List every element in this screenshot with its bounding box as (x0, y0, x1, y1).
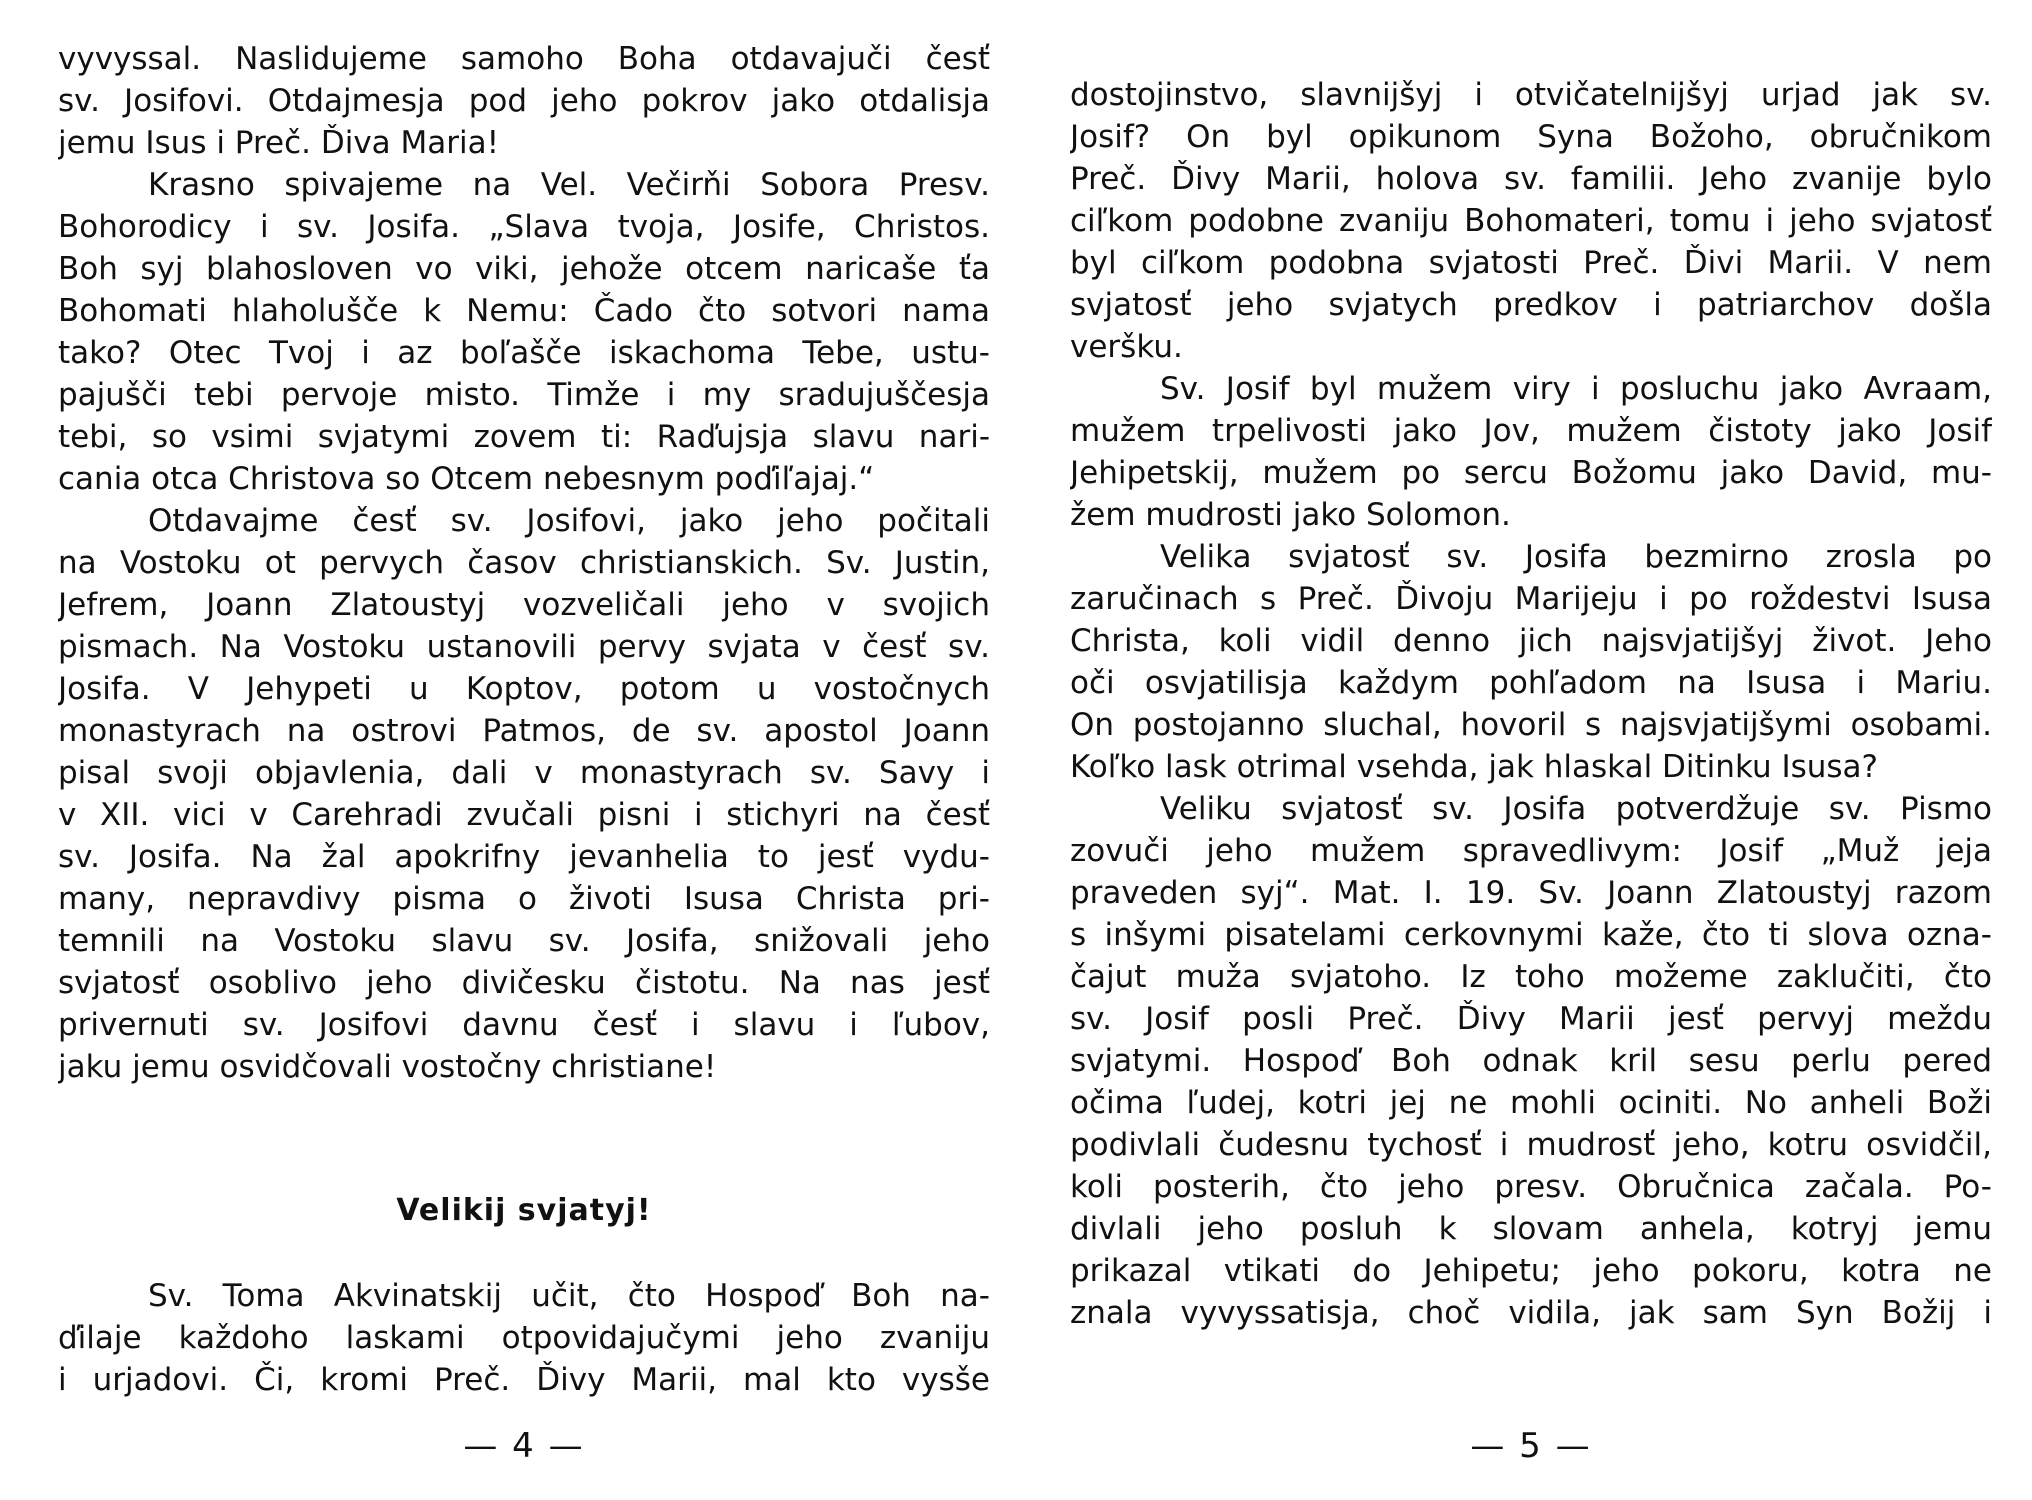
text-line: many, nepravdivy pisma o životi Isusa Christa pri- (58, 881, 990, 917)
text-line: Josifa. V Jehypeti u Koptov, potom u vostočnych (58, 671, 990, 707)
left-page (58, 0, 990, 1500)
text-line: tebi, so vsimi svjatymi zovem ti: Raďujsja slavu nari- (58, 419, 990, 455)
text-line: Krasno spivajeme na Vel. Večirňi Sobora Presv. (148, 167, 990, 203)
text-line: byl ciľkom podobna svjatosti Preč. Ďivi Marii. V nem (1070, 245, 1992, 281)
text-line: i urjadovi. Či, kromi Preč. Ďivy Marii, mal kto vysše (58, 1362, 990, 1398)
text-line: dostojinstvo, slavnijšyj i otvičatelnijšyj urjad jak sv. (1070, 77, 1992, 113)
text-line: temnili na Vostoku slavu sv. Josifa, snižovali jeho (58, 923, 990, 959)
text-line: Josif? On byl opikunom Syna Božoho, obručnikom (1070, 119, 1992, 155)
text-line: jemu Isus i Preč. Ďiva Maria! (58, 125, 500, 161)
text-line: oči osvjatilisja každym pohľadom na Isusa i Mariu. (1070, 665, 1992, 701)
text-line: v XII. vici v Carehradi zvučali pisni i stichyri na česť (58, 797, 990, 833)
text-line: Otdavajme česť sv. Josifovi, jako jeho počitali (148, 503, 990, 539)
text-line: svjatymi. Hospoď Boh odnak kril sesu perlu pered (1070, 1043, 1992, 1079)
text-line: veršku. (1070, 329, 1183, 365)
right-page (1070, 0, 1992, 1500)
text-line: Christa, koli vidil denno jich najsvjatijšyj život. Jeho (1070, 623, 1992, 659)
text-line: svjatosť osoblivo jeho divičesku čistotu. Na nas jesť (58, 965, 990, 1001)
text-line: s inšymi pisatelami cerkovnymi kaže, čto ti slova ozna- (1070, 917, 1992, 953)
text-line: praveden syj“. Mat. I. 19. Sv. Joann Zlatoustyj razom (1070, 875, 1992, 911)
page-number: — 5 — (1470, 1426, 1592, 1466)
text-line: Koľko lask otrimal vsehda, jak hlaskal Ditinku Isusa? (1070, 749, 1878, 785)
text-line: pisal svoji objavlenia, dali v monastyrach sv. Savy i (58, 755, 990, 791)
right-page-text-block (1070, 74, 1992, 1334)
text-line: privernuti sv. Josifovi davnu česť i slavu i ľubov, (58, 1007, 990, 1043)
text-line: znala vyvyssatisja, choč vidila, jak sam Syn Božij i (1070, 1295, 1992, 1331)
text-line: svjatosť jeho svjatych predkov i patriarchov došla (1070, 287, 1992, 323)
text-line: sv. Josifovi. Otdajmesja pod jeho pokrov jako otdalisja (58, 83, 990, 119)
text-line: čajut muža svjatoho. Iz toho možeme zaklučiti, čto (1070, 959, 1992, 995)
text-line: jaku jemu osvidčovali vostočny christiane! (58, 1049, 717, 1085)
text-line: On postojanno sluchal, hovoril s najsvjatijšymi osobami. (1070, 707, 1992, 743)
text-line: ďilaje každoho laskami otpovidajučymi jeho zvaniju (58, 1320, 990, 1356)
text-line: Boh syj blahosloven vo viki, jehože otcem naricaše ťa (58, 251, 990, 287)
text-line: vyvyssal. Naslidujeme samoho Boha otdavajuči česť (58, 41, 990, 77)
text-line: divlali jeho posluh k slovam anhela, kotryj jemu (1070, 1211, 1992, 1247)
text-line: ciľkom podobne zvaniju Bohomateri, tomu i jeho svjatosť (1070, 203, 1992, 239)
text-line: zovuči jeho mužem spravedlivym: Josif „Muž jeja (1070, 833, 1992, 869)
text-line: podivlali čudesnu tychosť i mudrosť jeho, kotru osvidčil, (1070, 1127, 1992, 1163)
text-line: očima ľudej, kotri jej ne mohli ociniti. No anheli Boži (1070, 1085, 1992, 1121)
text-line: Preč. Ďivy Marii, holova sv. familii. Jeho zvanije bylo (1070, 161, 1992, 197)
text-line: koli posterih, čto jeho presv. Obručnica začala. Po- (1070, 1169, 1992, 1205)
left-page-text-block-1 (58, 38, 990, 1088)
text-line: Bohomati hlaholušče k Nemu: Čado čto sotvori nama (58, 293, 990, 329)
text-line: cania otca Christova so Otcem nebesnym poďiľajaj.“ (58, 461, 875, 497)
text-line: pismach. Na Vostoku ustanovili pervy svjata v česť sv. (58, 629, 990, 665)
text-line: žem mudrosti jako Solomon. (1070, 497, 1511, 533)
text-line: prikazal vtikati do Jehipetu; jeho pokoru, kotra ne (1070, 1253, 1992, 1289)
text-line: monastyrach na ostrovi Patmos, de sv. apostol Joann (58, 713, 990, 749)
text-line: sv. Josifa. Na žal apokrifny jevanhelia to jesť vydu- (58, 839, 990, 875)
text-line: tako? Otec Tvoj i az boľašče iskachoma Tebe, ustu- (58, 335, 990, 371)
text-line: pajušči tebi pervoje misto. Timže i my sradujuščesja (58, 377, 990, 413)
text-line: Bohorodicy i sv. Josifa. „Slava tvoja, Josife, Christos. (58, 209, 990, 245)
text-line: na Vostoku ot pervych časov christianskich. Sv. Justin, (58, 545, 990, 581)
text-line: Sv. Toma Akvinatskij učit, čto Hospoď Boh na- (148, 1278, 990, 1314)
page-number: — 4 — (463, 1426, 585, 1466)
text-line: Jefrem, Joann Zlatoustyj vozveličali jeho v svojich (58, 587, 990, 623)
section-heading: Velikij svjatyj! (396, 1193, 652, 1228)
text-line: Veliku svjatosť sv. Josifa potverdžuje sv. Pismo (1160, 791, 1992, 827)
text-line: zaručinach s Preč. Ďivoju Marijeju i po roždestvi Isusa (1070, 581, 1992, 617)
text-line: Sv. Josif byl mužem viry i posluchu jako Avraam, (1160, 371, 1992, 407)
text-line: Velika svjatosť sv. Josifa bezmirno zrosla po (1160, 539, 1992, 575)
left-page-text-block-2 (58, 1275, 990, 1401)
text-line: mužem trpelivosti jako Jov, mužem čistoty jako Josif (1070, 413, 1992, 449)
text-line: sv. Josif posli Preč. Ďivy Marii jesť pervyj meždu (1070, 1001, 1992, 1037)
text-line: Jehipetskij, mužem po sercu Božomu jako David, mu- (1070, 455, 1992, 491)
